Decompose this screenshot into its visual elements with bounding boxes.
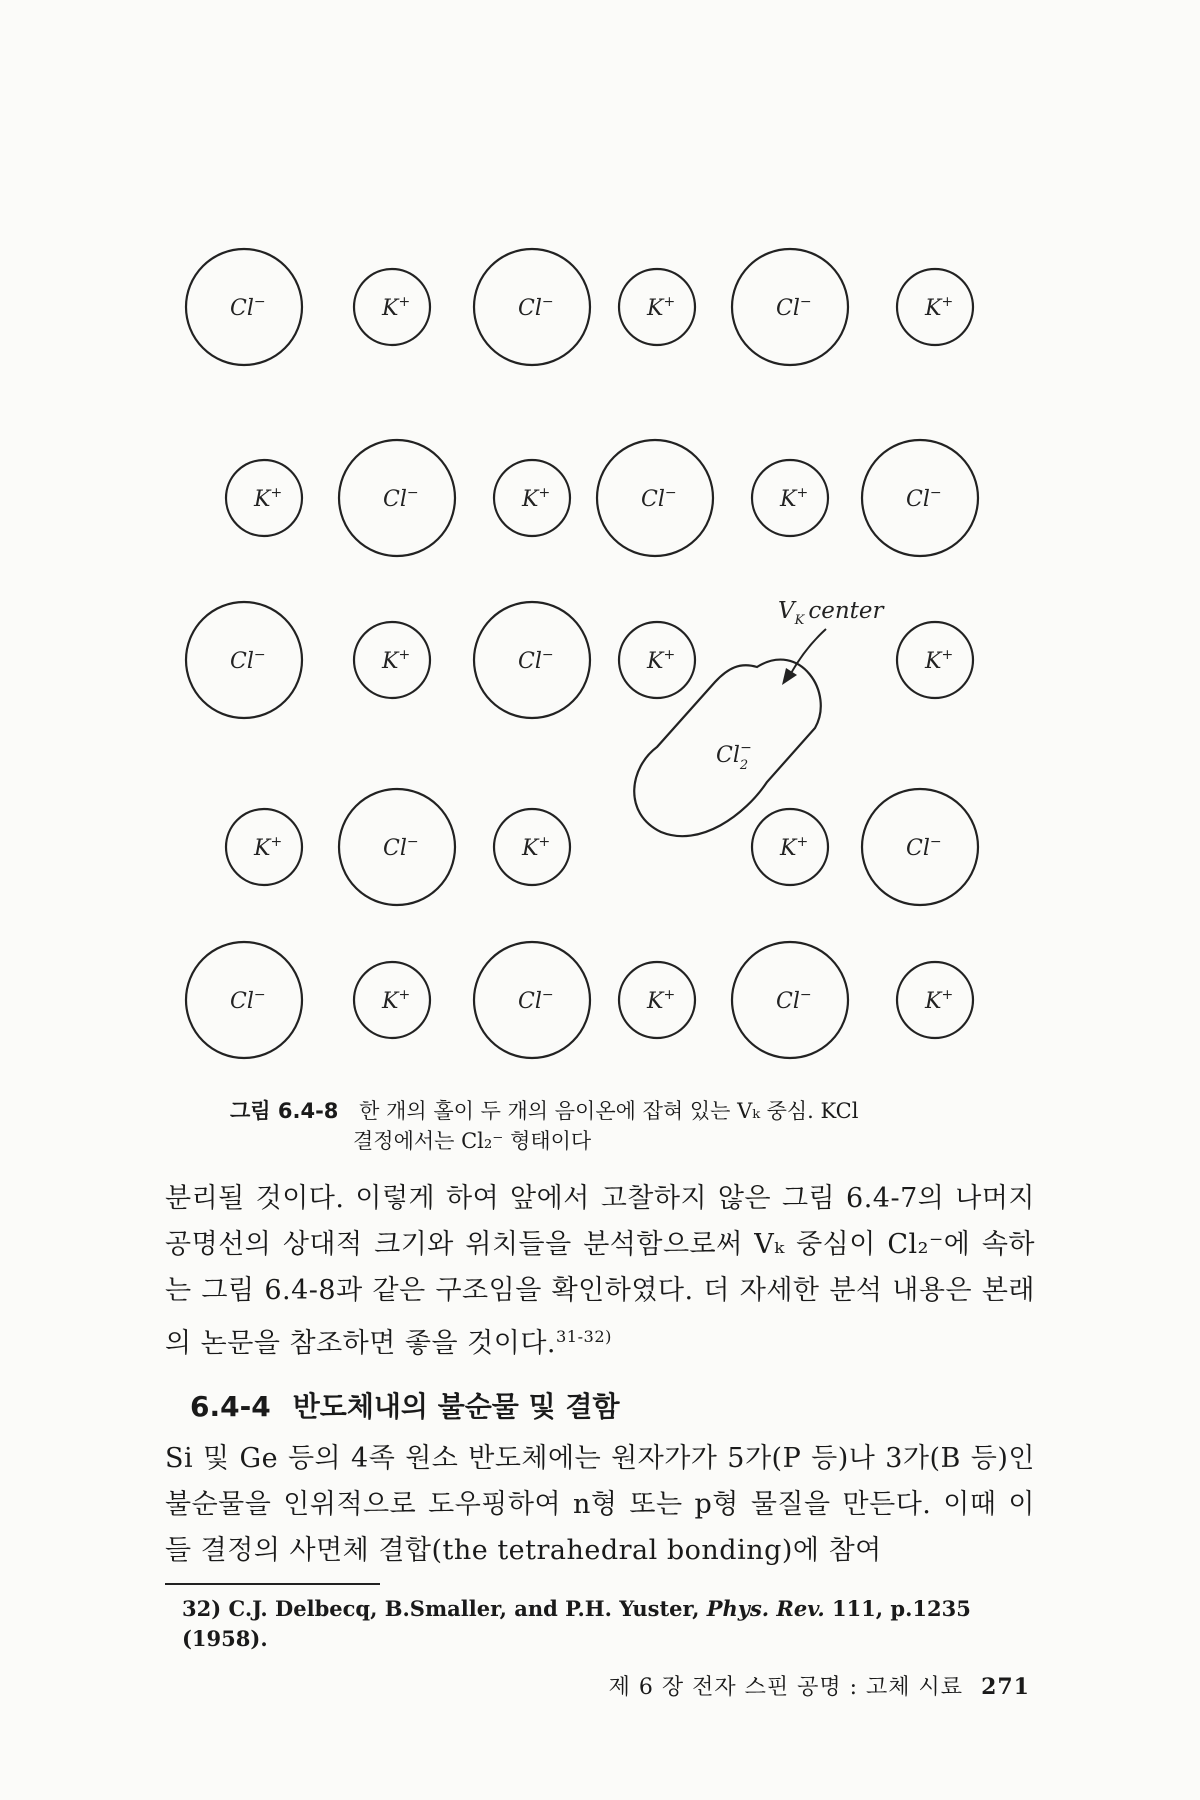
cl-ion <box>862 440 978 556</box>
cl-ion <box>732 249 848 365</box>
caption-line-2: 결정에서는 Cl₂⁻ 형태이다 <box>353 1129 592 1153</box>
cl-ion <box>597 440 713 556</box>
cl-ion <box>474 602 590 718</box>
reference-superscript: 31-32) <box>555 1327 612 1346</box>
k-ion-label: K+ <box>522 485 551 512</box>
footnote-journal: Phys. Rev. <box>706 1596 825 1621</box>
footnote-rule <box>165 1583 380 1585</box>
cl-ion <box>862 789 978 905</box>
section-number: 6.4-4 <box>190 1390 271 1423</box>
k-ion-label: K+ <box>382 987 411 1014</box>
figure-caption <box>230 1096 1020 1156</box>
cl-ion <box>339 789 455 905</box>
k-ion <box>619 962 695 1038</box>
k-ion <box>226 809 302 885</box>
k-ion <box>354 962 430 1038</box>
cl2-label: $Cl_2-$ <box>716 740 752 773</box>
caption-line-1: 한 개의 홀이 두 개의 음이온에 잡혀 있는 Vₖ 중심. KCl <box>359 1099 859 1123</box>
cl-ion <box>732 942 848 1058</box>
cl-ion-label: Cl− <box>383 834 419 861</box>
k-ion-label: K+ <box>780 485 809 512</box>
cl-ion-label: Cl− <box>776 987 812 1014</box>
running-head-text: 제 6 장 전자 스핀 공명 : 고체 시료 <box>608 1675 964 1700</box>
cl-ion <box>339 440 455 556</box>
cl-ion-label: Cl− <box>383 485 419 512</box>
cl-ion-label: Cl− <box>641 485 677 512</box>
k-ion <box>354 269 430 345</box>
body-paragraph-1 <box>165 1176 1035 1367</box>
k-ion-label: K+ <box>254 485 283 512</box>
cl-ion-label: Cl− <box>230 294 266 321</box>
k-ion <box>897 269 973 345</box>
footnote <box>182 1594 1042 1654</box>
section-title: 반도체내의 불순물 및 결함 <box>292 1390 620 1423</box>
k-ion <box>354 622 430 698</box>
k-ion-label: K+ <box>925 294 954 321</box>
cl-ion <box>186 942 302 1058</box>
k-ion-label: K+ <box>925 647 954 674</box>
cl-ion-label: Cl− <box>518 294 554 321</box>
k-ion-label: K+ <box>382 294 411 321</box>
footnote-citation: 111, p.1235 (1958). <box>182 1596 971 1651</box>
k-ion <box>897 622 973 698</box>
cl-ion <box>186 602 302 718</box>
cl-ion-label: Cl− <box>906 834 942 861</box>
vk-center-label: $V_K$ center <box>778 598 884 628</box>
vk-arrowhead <box>782 668 797 685</box>
cl-ion <box>186 249 302 365</box>
cl-ion <box>474 249 590 365</box>
cl-ion-label: Cl− <box>776 294 812 321</box>
k-ion-label: K+ <box>254 834 283 861</box>
cl-ion-label: Cl− <box>906 485 942 512</box>
k-ion-label: K+ <box>522 834 551 861</box>
k-ion <box>897 962 973 1038</box>
k-ion-label: K+ <box>780 834 809 861</box>
running-head <box>0 1670 1030 1701</box>
k-ion-label: K+ <box>382 647 411 674</box>
footnote-authors: 32) C.J. Delbecq, B.Smaller, and P.H. Yuster, <box>182 1596 700 1621</box>
k-ion-label: K+ <box>925 987 954 1014</box>
k-ion-label: K+ <box>647 647 676 674</box>
cl-ion-label: Cl− <box>518 987 554 1014</box>
k-ion <box>226 460 302 536</box>
k-ion <box>619 622 695 698</box>
k-ion <box>752 809 828 885</box>
k-ion <box>752 460 828 536</box>
paragraph-1-text: 분리될 것이다. 이렇게 하여 앞에서 고찰하지 않은 그림 6.4-7의 나머지 공명선의 상대적 크기와 위치들을 분석함으로써 Vₖ 중심이 Cl₂⁻에 속하는 그림 6.4-8과 같은 구조임을 확인하였다. 더 자세한 분석 내용은 본래의 논문을 참조하면 좋을 것이다. <box>165 1183 1035 1359</box>
caption-label: 그림 6.4-8 <box>230 1099 339 1123</box>
k-ion <box>494 809 570 885</box>
section-heading <box>190 1385 620 1425</box>
page-number: 271 <box>981 1674 1030 1700</box>
cl-ion <box>474 942 590 1058</box>
body-paragraph-2: Si 및 Ge 등의 4족 원소 반도체에는 원자가가 5가(P 등)나 3가(B 등)인 불순물을 인위적으로 도우핑하여 n형 또는 p형 물질을 만든다. 이때 이들 결정의 사면체 결합(the tetrahedral bonding)에 참여 <box>165 1443 1035 1566</box>
k-ion-label: K+ <box>647 987 676 1014</box>
k-ion-label: K+ <box>647 294 676 321</box>
k-ion <box>619 269 695 345</box>
vk-arrow <box>790 629 826 675</box>
cl-ion-label: Cl− <box>518 647 554 674</box>
cl-ion-label: Cl− <box>230 647 266 674</box>
cl-ion-label: Cl− <box>230 987 266 1014</box>
k-ion <box>494 460 570 536</box>
